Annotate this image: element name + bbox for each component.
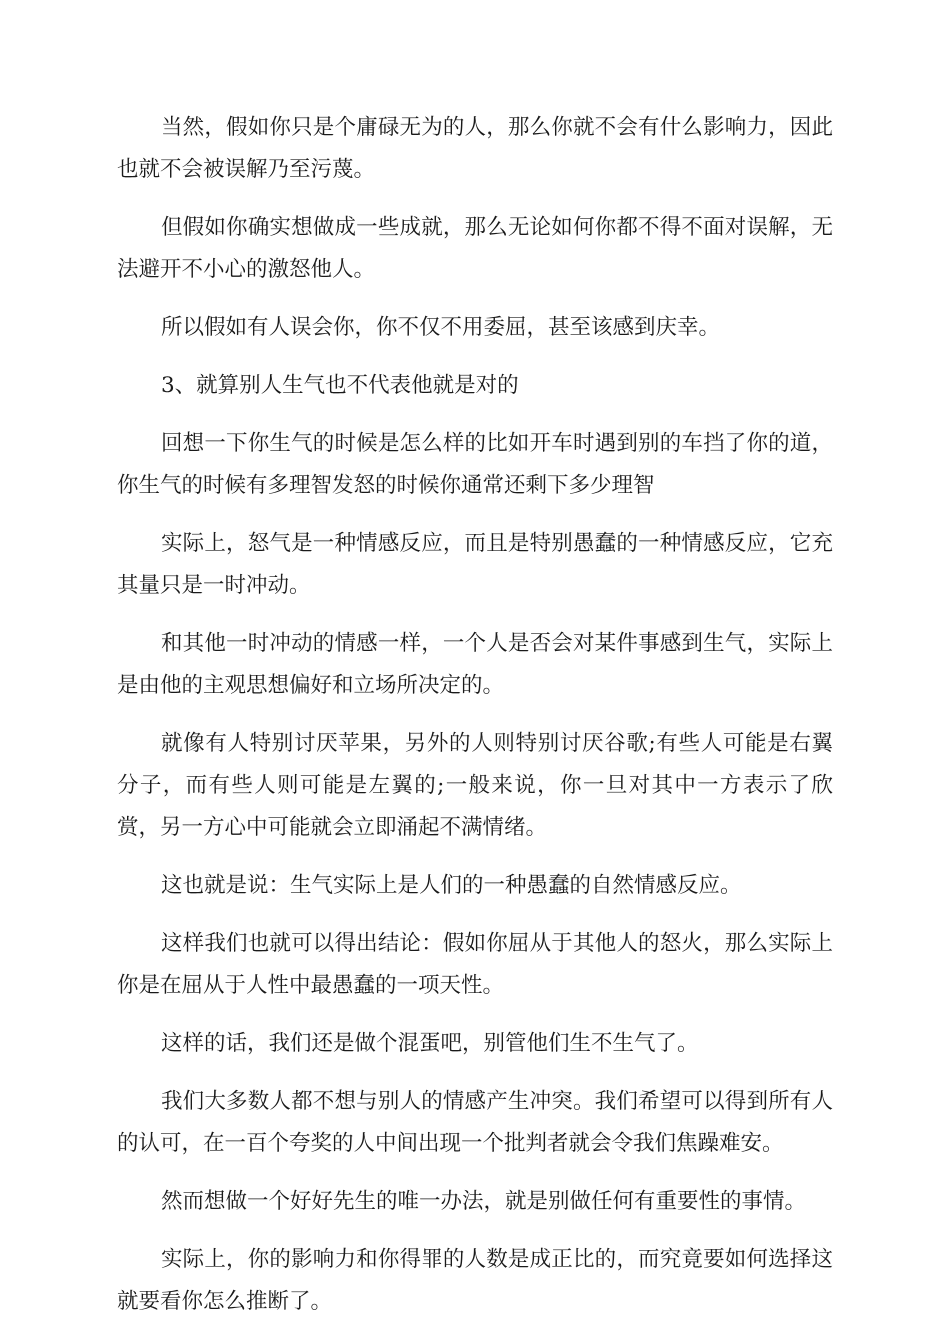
paragraph: 实际上，你的影响力和你得罪的人数是成正比的，而究竟要如何选择这就要看你怎么推断了。 (117, 1247, 833, 1314)
paragraph: 这样我们也就可以得出结论：假如你屈从于其他人的怒火，那么实际上你是在屈从于人性中最愚蠢的一项天性。 (117, 931, 833, 998)
paragraph: 但假如你确实想做成一些成就，那么无论如何你都不得不面对误解，无法避开不小心的激怒他人。 (117, 215, 833, 282)
document-body (117, 107, 833, 1339)
paragraph: 然而想做一个好好先生的唯一办法，就是别做任何有重要性的事情。 (161, 1189, 807, 1214)
paragraph: 实际上，怒气是一种情感反应，而且是特别愚蠢的一种情感反应，它充其量只是一时冲动。 (117, 531, 833, 598)
paragraph: 这样的话，我们还是做个混蛋吧，别管他们生不生气了。 (161, 1031, 699, 1056)
paragraph: 我们大多数人都不想与别人的情感产生冲突。我们希望可以得到所有人的认可，在一百个夸奖的人中间出现一个批判者就会令我们焦躁难安。 (117, 1089, 833, 1156)
paragraph: 就像有人特别讨厌苹果，另外的人则特别讨厌谷歌;有些人可能是右翼分子，而有些人则可能是左翼的;一般来说，你一旦对其中一方表示了欣赏，另一方心中可能就会立即涌起不满情绪。 (117, 731, 833, 840)
paragraph: 这也就是说：生气实际上是人们的一种愚蠢的自然情感反应。 (161, 873, 742, 898)
paragraph: 当然，假如你只是个庸碌无为的人，那么你就不会有什么影响力，因此也就不会被误解乃至污蔑。 (117, 115, 833, 182)
paragraph: 和其他一时冲动的情感一样，一个人是否会对某件事感到生气，实际上是由他的主观思想偏好和立场所决定的。 (117, 631, 833, 698)
paragraph: 所以假如有人误会你，你不仅不用委屈，甚至该感到庆幸。 (161, 315, 721, 340)
paragraph: 回想一下你生气的时候是怎么样的比如开车时遇到别的车挡了你的道，你生气的时候有多理智发怒的时候你通常还剩下多少理智 (117, 431, 833, 498)
section-heading: 3、就算别人生气也不代表他就是对的 (161, 373, 519, 398)
